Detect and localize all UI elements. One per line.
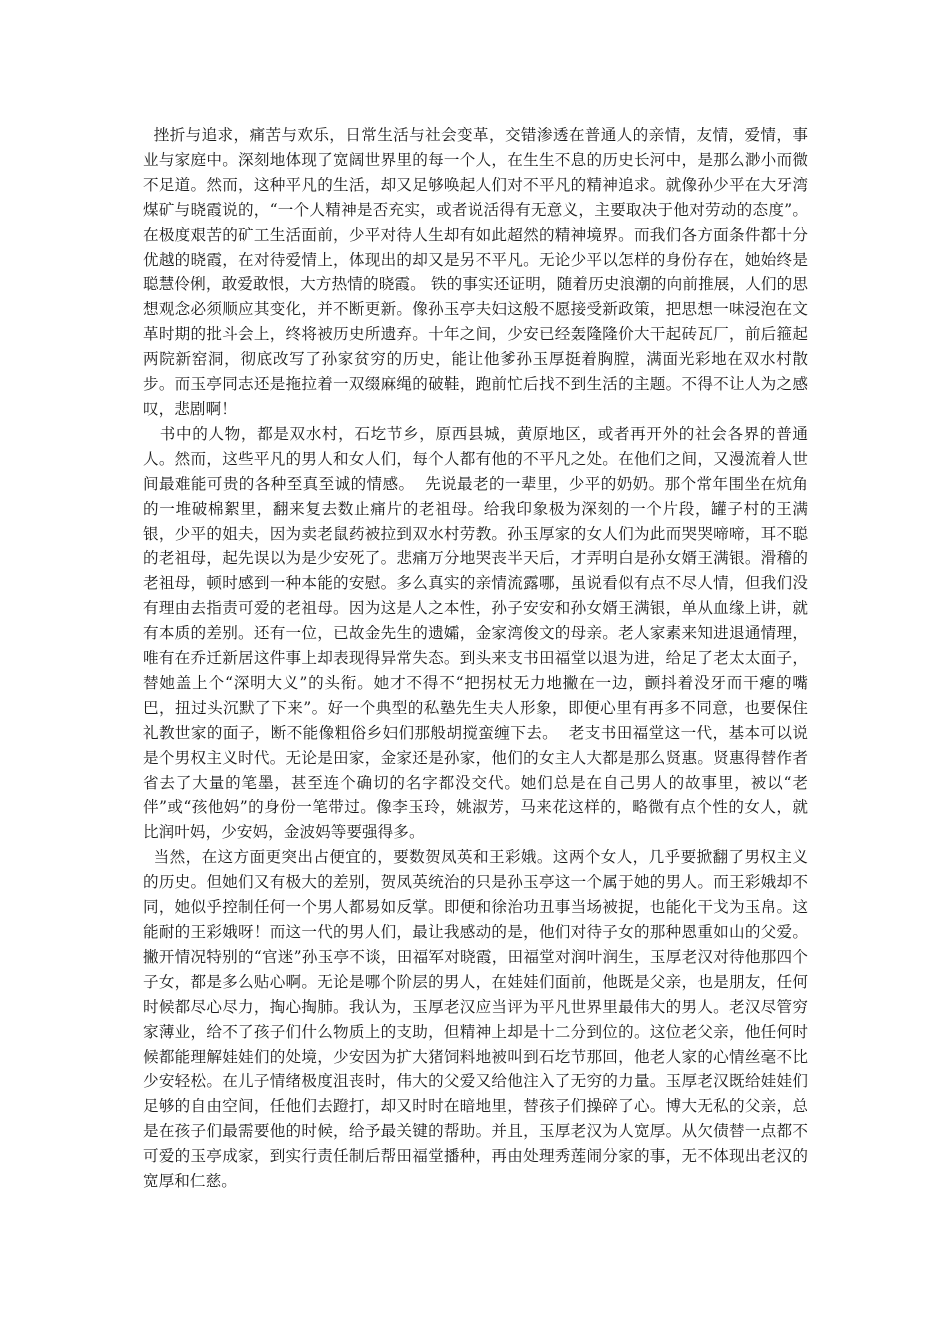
essay-paragraph-3: 当然，在这方面更突出占便宜的，要数贺凤英和王彩娥。这两个女人，几乎要掀翻了男权主义的历史。但她们又有极大的差别，贺凤英统治的只是孙玉亭这一个属于她的男人。而王彩娥却不同，她似乎控制任何一个男人都易如反掌。即便和徐治功丑事当场被捉，也能化干戈为玉帛。这能耐的王彩娥呀！而这一代的男人们，最让我感动的是，他们对待子女的那种恩重如山的父爱。撇开情况特别的“官迷”孙玉亭不谈，田福军对晓霞，田福堂对润叶润生，玉厚老汉对待他那四个子女，都是多么贴心啊。无论是哪个阶层的男人，在娃娃们面前，他既是父亲，也是朋友，任何时候都尽心尽力，掏心掏肺。我认为，玉厚老汉应当评为平凡世界里最伟大的男人。老汉尽管穷家薄业，给不了孩子们什么物质上的支助，但精神上却是十二分到位的。这位老父亲，他任何时候都能理解娃娃们的处境，少安因为扩大猪饲料地被叫到石圪节那回，他老人家的心情丝毫不比少安轻松。在儿子情绪极度沮丧时，伟大的父爱又给他注入了无穷的力量。玉厚老汉既给娃娃们足够的自由空间，任他们去蹬打，却又时时在暗地里，替孩子们操碎了心。博大无私的父亲，总是在孩子们最需要他的时候，给予最关键的帮助。并且，玉厚老汉为人宽厚。从欠债替一点都不可爱的玉亭成家，到实行责任制后帮田福堂播种，再由处理秀莲闹分家的事，无不体现出老汉的宽厚和仁慈。 bbox=[143, 848, 808, 1191]
essay-paragraph-1: 挫折与追求，痛苦与欢乐，日常生活与社会变革，交错渗透在普通人的亲情，友情，爱情，事业与家庭中。深刻地体现了宽阔世界里的每一个人，在生生不息的历史长河中，是那么渺小而微不足道。然而，这种平凡的生活，却又足够唤起人们对不平凡的精神追求。就像孙少平在大牙湾煤矿与晓霞说的，“一个人精神是否充实，或者说活得有无意义，主要取决于他对劳动的态度”。在极度艰苦的矿工生活面前，少平对待人生却有如此超然的精神境界。而我们各方面条件都十分优越的晓霞，在对待爱情上，体现出的却又是另不平凡。无论少平以怎样的身份存在，她始终是聪慧伶俐，敢爱敢恨，大方热情的晓霞。 铁的事实还证明，随着历史浪潮的向前推展，人们的思想观念必须顺应其变化，并不断更新。像孙玉亭夫妇这般不愿接受新政策，把思想一味浸泡在文革时期的批斗会上，终将被历史所遗弃。十年之间，少安已经轰隆隆价大干起砖瓦厂，前后箍起两院新窑洞，彻底改写了孙家贫穷的历史，能让他爹孙玉厚挺着胸膛，满面光彩地在双水村散步。而玉亭同志还是拖拉着一双缀麻绳的破鞋，跑前忙后找不到生活的主题。不得不让人为之感叹，悲剧啊！ bbox=[143, 126, 808, 418]
essay-paragraph-2: 书中的人物，都是双水村，石圪节乡，原西县城，黄原地区，或者再开外的社会各界的普通人。然而，这些平凡的男人和女人们，每个人都有他的不平凡之处。在他们之间，又漫流着人世间最难能可贵的各种至真至诚的情感。 先说最老的一辈里，少平的奶奶。那个常年围坐在炕角的一堆破棉絮里，翻来复去数止痛片的老祖母。给我印象极为深刻的一个片段，罐子村的王满银，少平的姐夫，因为卖老鼠药被拉到双水村劳教。孙玉厚家的女人们为此而哭哭啼啼，耳不聪的老祖母，起先误以为是少安死了。悲痛万分地哭丧半天后，才弄明白是孙女婿王满银。滑稽的老祖母，顿时感到一种本能的安慰。多么真实的亲情流露哪，虽说看似有点不尽人情，但我们没有理由去指责可爱的老祖母。因为这是人之本性，孙子安安和孙女婿王满银，单从血缘上讲，就有本质的差别。还有一位，已故金先生的遗孀，金家湾俊文的母亲。老人家素来知进退通情理，唯有在乔迁新居这件事上却表现得异常失态。到头来支书田福堂以退为进，给足了老太太面子，替她盖上个“深明大义”的头衔。她才不得不“把拐杖无力地撇在一边，颤抖着没牙而干瘪的嘴巴，扭过头沉默了下来”。好一个典型的私塾先生夫人形象，即便心里有再多不同意，也要保住礼教世家的面子，断不能像粗俗乡妇们那般胡搅蛮缠下去。 老支书田福堂这一代，基本可以说是个男权主义时代。无论是田家，金家还是孙家，他们的女主人大都是那么贤惠。贤惠得替作者省去了大量的笔墨，甚至连个确切的名字都没交代。她们总是在自己男人的故事里，被以“老伴”或“孩他妈”的身份一笔带过。像李玉玲，姚淑芳，马来花这样的，略微有点个性的女人，就比润叶妈，少安妈，金波妈等要强得多。 bbox=[143, 424, 808, 842]
essay-body bbox=[143, 123, 808, 1194]
